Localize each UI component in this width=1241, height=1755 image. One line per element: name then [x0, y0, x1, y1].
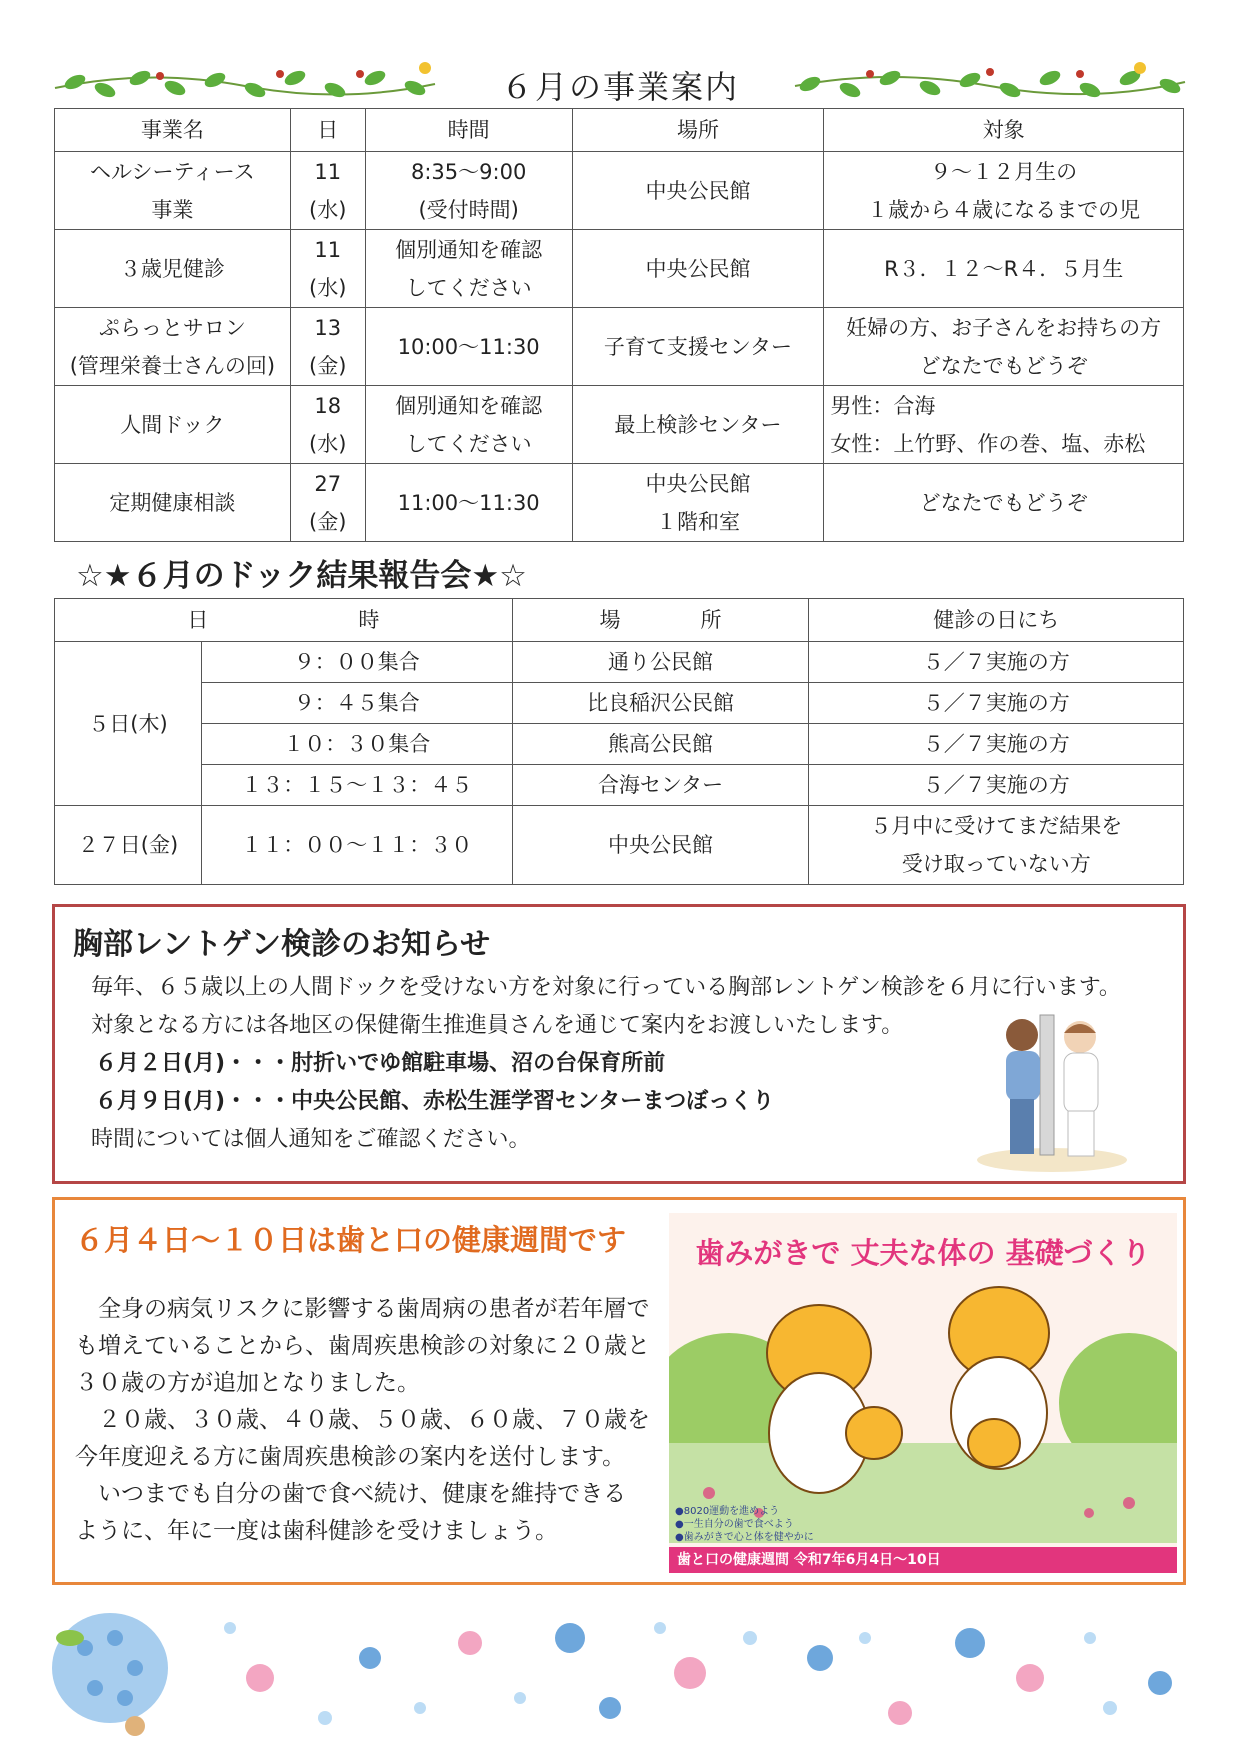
xray-notice-box	[52, 904, 1186, 1184]
session-time: ９：４５集合	[201, 683, 512, 724]
column-header: 時間	[365, 109, 572, 152]
table-row	[55, 152, 1184, 230]
xray-text-line: 毎年、６５歳以上の人間ドックを受けない方を対象に行っている胸部レントゲン検診を６月に行います。	[91, 975, 1121, 1000]
dental-text-line: ２０歳、３０歳、４０歳、５０歳、６０歳、７０歳を	[75, 1407, 650, 1433]
group-day: ２７日(金)	[55, 806, 202, 885]
dental-title: ６月４日～１０日は歯と口の健康週間です	[75, 1223, 627, 1257]
table-row	[55, 308, 1184, 386]
session-place: 熊高公民館	[512, 724, 809, 765]
event-target: どなたでもどうぞ	[824, 464, 1184, 542]
flower-decoration	[50, 1598, 1190, 1748]
event-place: 最上検診センター	[572, 386, 824, 464]
column-header: 場所	[572, 109, 824, 152]
xray-schedule-line: ６月２日(月)・・・肘折いでゆ館駐車場、沼の台保育所前	[95, 1051, 666, 1076]
dock-results-title: ☆★６月のドック結果報告会★☆	[76, 558, 527, 594]
session-time: １３：１５～１３：４５	[201, 765, 512, 806]
xray-illustration	[970, 1005, 1135, 1175]
dental-text-line: 全身の病気リスクに影響する歯周病の患者が若年層で	[75, 1296, 650, 1322]
event-name: ぷらっとサロン (管理栄養士さんの回)	[55, 308, 291, 386]
poster-footer: 歯と口の健康週間 令和7年6月4日〜10日	[669, 1547, 1177, 1573]
dental-text-line: ３０歳の方が追加となりました。	[75, 1370, 420, 1396]
column-header: 事業名	[55, 109, 291, 152]
dental-text-line: 今年度迎える方に歯周疾患検診の案内を送付します。	[75, 1444, 626, 1470]
event-time: 11:00～11:30	[365, 464, 572, 542]
table-row	[55, 806, 1184, 885]
bee-icon	[1134, 62, 1146, 74]
poster-bullets: ●8020運動を進めよう ●一生自分の歯で食べよう ●歯みがきで心と体を健やかに	[675, 1506, 814, 1543]
event-day: 27 (金)	[290, 464, 365, 542]
event-target: R３．１２～R４．５月生	[824, 230, 1184, 308]
bee-icon	[419, 62, 431, 74]
leaf-vine-right	[790, 58, 1190, 108]
event-name: ３歳児健診	[55, 230, 291, 308]
table-row	[55, 642, 1184, 683]
dental-week-box	[52, 1197, 1186, 1585]
session-checkup: ５／７実施の方	[809, 683, 1184, 724]
hydrangea-icon	[52, 1613, 168, 1736]
table-row	[55, 464, 1184, 542]
event-day: 18 (水)	[290, 386, 365, 464]
session-time: ９：００集合	[201, 642, 512, 683]
session-place: 通り公民館	[512, 642, 809, 683]
event-name: 定期健康相談	[55, 464, 291, 542]
schedule-table	[54, 108, 1184, 542]
session-checkup: ５／７実施の方	[809, 724, 1184, 765]
group-day: ５日(木)	[55, 642, 202, 806]
table-header-row	[55, 599, 1184, 642]
event-name: 人間ドック	[55, 386, 291, 464]
page-title: ６月の事業案内	[500, 68, 739, 106]
dental-text-line: いつまでも自分の歯で食べ続け、健康を維持できる	[75, 1481, 627, 1507]
leaf-vine-left	[50, 58, 440, 108]
column-header: 対象	[824, 109, 1184, 152]
dental-poster	[669, 1213, 1177, 1573]
event-target: ９～１２月生の １歳から４歳になるまでの児	[824, 152, 1184, 230]
xray-schedule-line: ６月９日(月)・・・中央公民館、赤松生涯学習センターまつぼっくり	[95, 1089, 775, 1114]
event-target: 男性：合海 女性：上竹野、作の巻、塩、赤松	[824, 386, 1184, 464]
dental-text-line: も増えていることから、歯周疾患検診の対象に２０歳と	[75, 1333, 650, 1359]
column-header-checkup: 健診の日にち	[809, 599, 1184, 642]
event-name: ヘルシーティース 事業	[55, 152, 291, 230]
event-day: 11 (水)	[290, 230, 365, 308]
event-day: 13 (金)	[290, 308, 365, 386]
xray-text-line: 対象となる方には各地区の保健衛生推進員さんを通じて案内をお渡しいたします。	[91, 1013, 904, 1038]
event-time: 個別通知を確認 してください	[365, 386, 572, 464]
event-target: 妊婦の方、お子さんをお持ちの方 どなたでもどうぞ	[824, 308, 1184, 386]
column-header: 日	[290, 109, 365, 152]
session-time: １１：００～１１：３０	[201, 806, 512, 885]
dock-results-table	[54, 598, 1184, 885]
session-time: １０：３０集合	[201, 724, 512, 765]
table-row	[55, 683, 1184, 724]
event-place: 中央公民館	[572, 230, 824, 308]
event-time: 個別通知を確認 してください	[365, 230, 572, 308]
session-place: 比良稲沢公民館	[512, 683, 809, 724]
session-checkup: ５／７実施の方	[809, 765, 1184, 806]
session-place: 合海センター	[512, 765, 809, 806]
event-time: 10:00～11:30	[365, 308, 572, 386]
session-checkup: ５月中に受けてまだ結果を 受け取っていない方	[809, 806, 1184, 885]
session-place: 中央公民館	[512, 806, 809, 885]
event-place: 中央公民館	[572, 152, 824, 230]
event-place: 子育て支援センター	[572, 308, 824, 386]
table-row	[55, 386, 1184, 464]
poster-title: 歯みがきで 丈夫な体の 基礎づくり	[695, 1236, 1151, 1270]
column-header-datetime: 日 時	[55, 599, 513, 642]
dental-text-line: ように、年に一度は歯科健診を受けましょう。	[75, 1518, 558, 1544]
event-day: 11 (水)	[290, 152, 365, 230]
session-checkup: ５／７実施の方	[809, 642, 1184, 683]
xray-text-line: 時間については個人通知をご確認ください。	[91, 1127, 531, 1152]
table-row	[55, 724, 1184, 765]
table-row	[55, 230, 1184, 308]
event-place: 中央公民館 １階和室	[572, 464, 824, 542]
event-time: 8:35～9:00 (受付時間)	[365, 152, 572, 230]
table-header-row	[55, 109, 1184, 152]
table-row	[55, 765, 1184, 806]
column-header-place: 場 所	[512, 599, 809, 642]
xray-title: 胸部レントゲン検診のお知らせ	[73, 927, 491, 962]
